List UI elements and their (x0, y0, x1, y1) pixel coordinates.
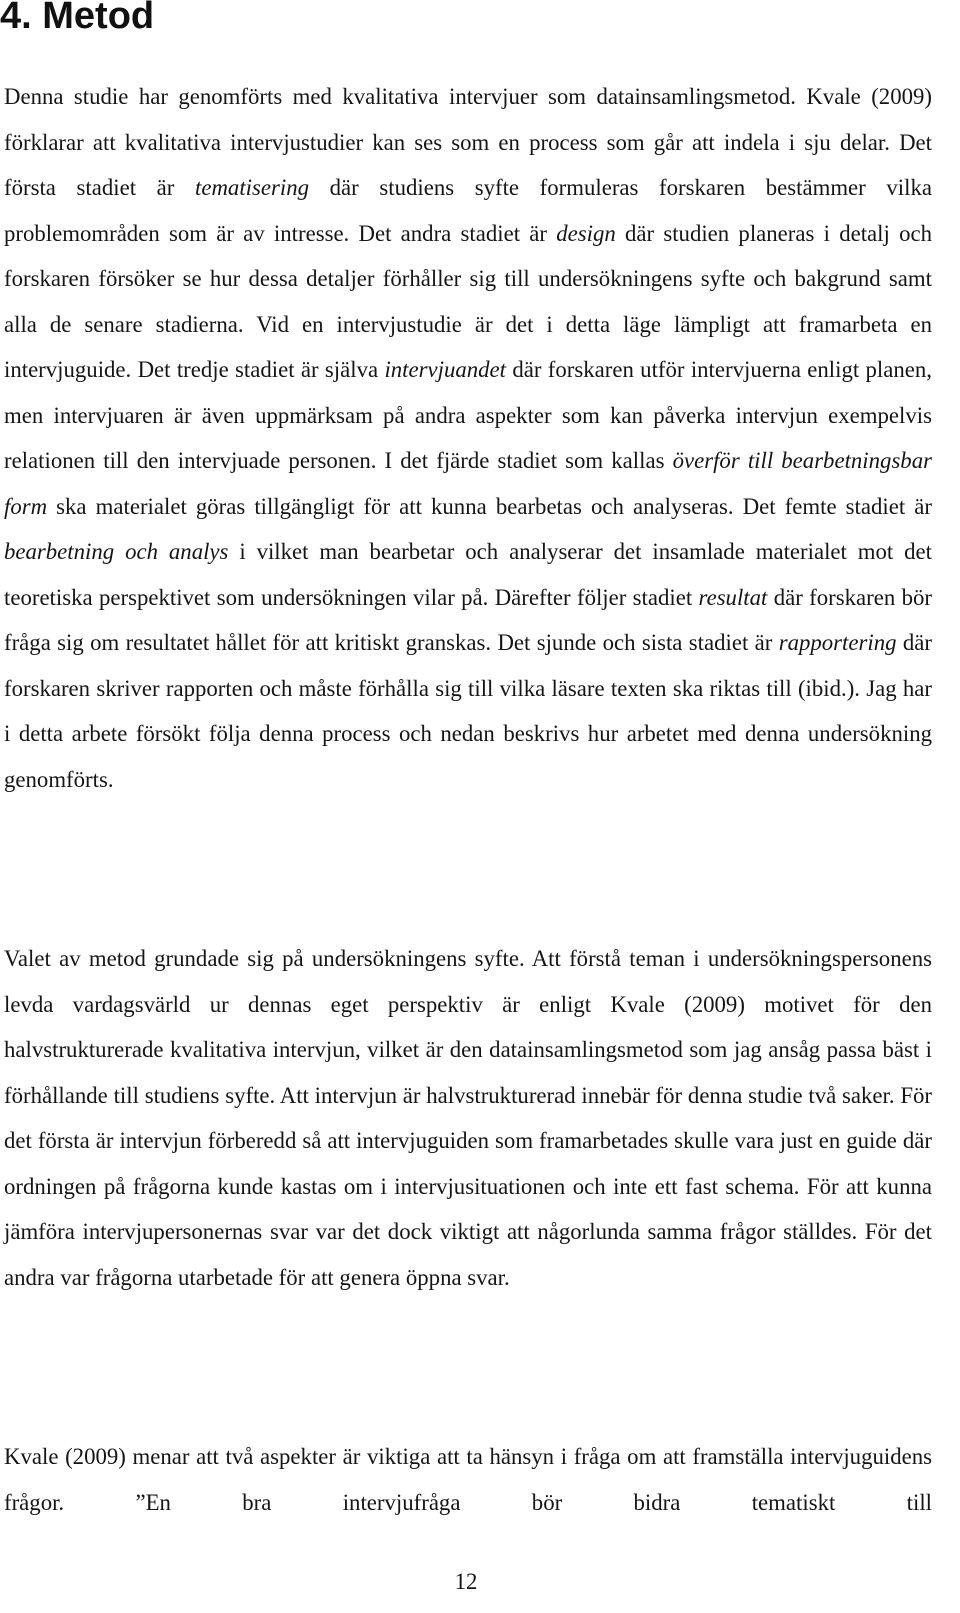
paragraph-method-stages (4, 74, 932, 802)
emphasis-rapportering: rapportering (778, 630, 897, 655)
text-segment: Denna studie har genomförts med kvalitativa intervjuer som datainsamlingsmetod. Kvale (2009) förklarar att kvalitativa intervjustudier kan ses som en process som går att indela i sju delar. Det första stadiet är (4, 84, 932, 200)
text-segment: där forskaren utför intervjuerna enligt planen, men intervjuaren är även uppmärksam på andra aspekter som kan påverka intervjun exempelvis relationen till den intervjuade personen. I det fjärde stadiet som kallas (4, 357, 932, 473)
paragraph-interview-guide: Kvale (2009) menar att två aspekter är viktiga att ta hänsyn i fråga om att framställa intervjuguidens frågor. ”En bra intervjufråga bör bidra tematiskt till (4, 1444, 932, 1515)
text-segment: där studien planeras i detalj och forskaren försöker se hur dessa detaljer förhåller sig till undersökningens syfte och bakgrund samt alla de senare stadierna. Vid en intervjustudie är det i detta läge lämpligt att framarbeta en intervjuguide. Det tredje stadiet är själva (4, 220, 932, 382)
emphasis-overfor: överför till bearbetningsbar form (4, 448, 932, 519)
paragraph-method-choice: Valet av metod grundade sig på undersökningens syfte. Att förstå teman i undersökningspersonens levda vardagsvärld ur dennas eget perspektiv är enligt Kvale (2009) motivet för den halvstrukturerade kvalitativa intervjun, vilket är den datainsamlingsmetod som jag ansåg passa bäst i förhållande till studiens syfte. Att intervjun är halvstrukturerad innebär för denna studie två saker. För det första är intervjun förberedd så att intervjuguiden som framarbetades skulle vara just en guide där ordningen på frågorna kunde kastas om i intervjusituationen och inte ett fast schema. För att kunna jämföra intervjupersonernas svar var det dock viktigt att någorlunda samma frågor ställdes. För det andra var frågorna utarbetade för att genera öppna svar. (4, 946, 932, 1290)
emphasis-tematisering: tematisering (195, 175, 309, 200)
text-segment: i vilket man bearbetar och analyserar det insamlade materialet mot det teoretiska perspektivet som undersökningen vilar på. Därefter följer stadiet (4, 539, 932, 610)
emphasis-bearbetning: bearbetning och analys (4, 539, 229, 564)
text-segment: där studiens syfte formuleras forskaren bestämmer vilka problemområden som är av intresse. Det andra stadiet är (4, 175, 932, 246)
text-segment: där forskaren bör fråga sig om resultatet hållet för att kritiskt granskas. Det sjunde och sista stadiet är (4, 584, 932, 655)
section-heading: 4. Metod (0, 0, 155, 37)
emphasis-intervjuandet: intervjuandet (384, 357, 506, 382)
emphasis-resultat: resultat (698, 584, 768, 610)
text-segment: ska materialet göras tillgängligt för att kunna bearbetas och analyseras. Det femte stadiet är (47, 493, 932, 519)
text-segment: där forskaren skriver rapporten och måste förhålla sig till vilka läsare texten ska riktas till (ibid.). Jag har i detta arbete försökt följa denna process och nedan beskrivs hur arbetet med denna undersökning genomförts. (4, 630, 932, 792)
emphasis-design: design (556, 220, 616, 246)
page-number: 12 (454, 1569, 478, 1594)
